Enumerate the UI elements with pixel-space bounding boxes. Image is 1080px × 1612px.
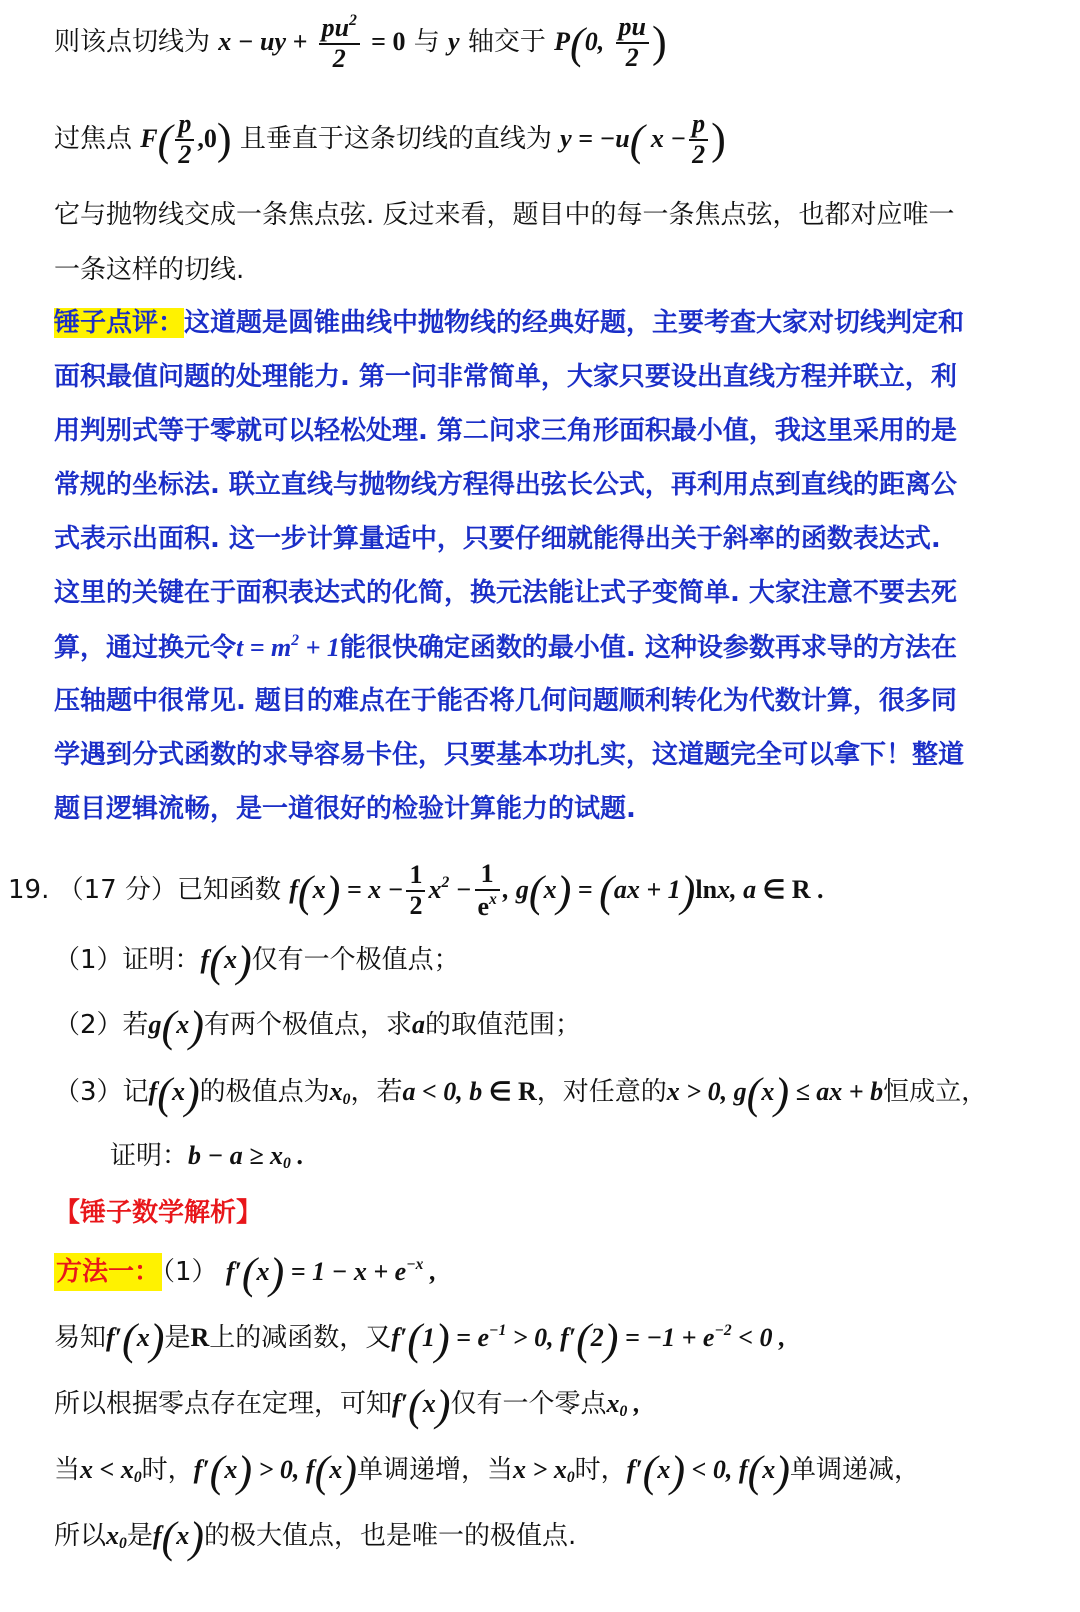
comment-line-2: 面积最值问题的处理能力. 第一问非常简单，大家只要设出直线方程并联立，利 — [54, 362, 957, 392]
formula: y = −u( x − — [560, 116, 687, 166]
solution-line-3: 所以根据零点存在定理，可知f′(x)仅有一个零点$x_0$ , — [54, 1381, 641, 1430]
comment-line-3: 用判别式等于零就可以轻松处理. 第二问求三角形面积最小值，我这里采用的是 — [54, 416, 957, 446]
comment-line-4: 常规的坐标法. 联立直线与抛物线方程得出弦长公式，再利用点到直线的距离公 — [54, 470, 957, 500]
formula: y — [448, 27, 460, 57]
solution-line-1: 方法一：（1） $f'(x) = 1 - x + e^{-x}$ , — [56, 1249, 437, 1298]
problem-part-2: （2）若g(x)有两个极值点，求a的取值范围； — [54, 1002, 582, 1051]
comment-line-9: 学遇到分式函数的求导容易卡住，只要基本功扎实，这道题完全可以拿下！整道 — [54, 740, 965, 770]
comment-line-5: 式表示出面积. 这一步计算量适中，只要仔细就能得出关于斜率的函数表达式. — [54, 524, 941, 554]
text-line-4: 一条这样的切线. — [54, 255, 245, 285]
problem-part-3-proof: 证明：$b - a \ge x_0$ . — [110, 1141, 304, 1172]
text: 过焦点 — [54, 124, 133, 155]
text-line-2: 过焦点 F( $\frac{p}{2}$ ,0) 且垂直于这条切线的直线为 y = −u( x − $\frac{p}{2}$ ) — [54, 109, 726, 169]
text-line-1: 则该点切线为 x − uy + $\frac{pu^2}{2}$ = 0 与 y 轴交于 P(0, $\frac{pu}{2}$ ) — [54, 11, 667, 73]
text: 与 — [413, 27, 440, 58]
text: 且垂直于这条切线的直线为 — [239, 124, 552, 155]
solution-header: 【锤子数学解析】 — [54, 1198, 263, 1228]
problem-number: 19. — [8, 875, 50, 906]
problem-part-1: （1）证明：f(x)仅有一个极值点； — [54, 937, 460, 986]
problem-part-3: （3）记f(x)的极值点为$x_0$，若a < 0, b ∈ R，对任意的x > 0, g(x) ≤ ax + b恒成立， — [54, 1069, 988, 1118]
formula: F( — [140, 116, 173, 166]
comment-label: 锤子点评： — [54, 308, 185, 338]
solution-line-5: 所以$x_0$是f(x)的极大值点，也是唯一的极值点. — [54, 1513, 577, 1562]
text: （17 分）已知函数 — [57, 875, 281, 906]
solution-line-2: 易知f′(x)是R上的减函数，又$f'(1) = e^{-1} > 0$, $f'(2) = -1 + e^{-2} < 0$ , — [54, 1315, 786, 1364]
method-label: 方法一： — [54, 1253, 162, 1291]
comment-line-8: 压轴题中很常见. 题目的难点在于能否将几何问题顺利转化为代数计算，很多同 — [54, 686, 957, 716]
comment-line-7: 算，通过换元令$t = m^2 + 1$能很快确定函数的最小值. 这种设参数再求导的方法在 — [54, 632, 957, 663]
text: 则该点切线为 — [54, 27, 211, 58]
solution-line-4: 当$x < x_0$时，f′(x) > 0, f(x)单调递增，当$x > x_0$时，f′(x) < 0, f(x)单调递减， — [54, 1447, 921, 1496]
fraction: $\frac{pu}{2}$ — [616, 13, 649, 72]
text-line-3: 它与抛物线交成一条焦点弦. 反过来看，题目中的每一条焦点弦，也都对应唯一 — [54, 200, 955, 230]
comment-line-6: 这里的关键在于面积表达式的化简，换元法能让式子变简单. 大家注意不要去死 — [54, 578, 957, 608]
formula: P(0, — [554, 18, 605, 68]
problem-19-statement: 19. （17 分）已知函数 f(x) = x − $\frac{1}{2}$ $x^2$ − $\frac{1}{e^x}$ , g(x) = (ax + 1)lnx, a ∈ R . — [8, 859, 824, 921]
comment-line-1: 锤子点评：这道题是圆锥曲线中抛物线的经典好题，主要考查大家对切线判定和 — [54, 308, 965, 338]
comment-line-10: 题目逻辑流畅，是一道很好的检验计算能力的试题. — [54, 794, 636, 824]
formula: x − uy + — [218, 27, 308, 57]
text: 轴交于 — [467, 27, 546, 58]
fraction: $\frac{pu^2}{2}$ — [319, 12, 360, 73]
formula: = 0 — [371, 27, 406, 57]
